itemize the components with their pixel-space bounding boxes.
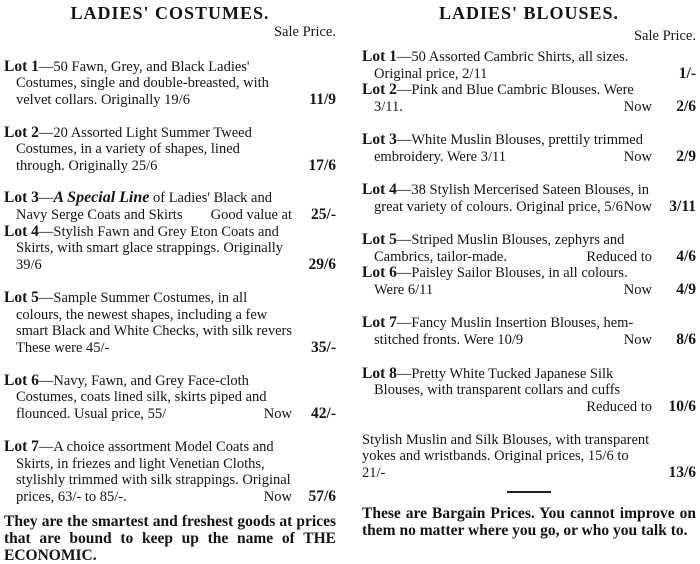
lot-price: 25/- [311,205,336,223]
lot-description: Pretty White Tucked Japanese Silk Blouses, with transparent collars and cuffs [374,365,621,398]
costume-lot-1: Lot 1—50 Fawn, Grey, and Black Ladies' Costumes, single and double-breasted, with velvet collars. Originally 19/6 11/9 [4,57,336,108]
lot-number: Lot 2 [362,81,397,98]
lot-price: 29/6 [308,255,336,273]
costume-lot-2: Lot 2—20 Assorted Light Summer Tweed Costumes, in a variety of shapes, lined through. Originally 25/6 17/6 [4,123,336,174]
blouse-lot-2: Lot 2—Pink and Blue Cambric Blouses. Were 3/11. Now 2/6 [362,81,696,115]
blouse-lot-5: Lot 5—Striped Muslin Blouses, zephyrs and Cambrics, tailor-made. Reduced to 4/6 [362,231,696,265]
lot-description: Striped Muslin Blouses, zephyrs and Cambrics, tailor-made. [374,232,625,265]
lot-description: A choice assortment Model Coats and Skirts, in friezes and light Venetian Cloths, stylishly trimmed with silk strappings. Original prices, 63/- to 85/-. [16,439,291,505]
lot-number: Lot 3 [4,189,39,206]
lot-number: Lot 6 [4,371,39,389]
blouse-lot-6: Lot 6—Paisley Sailor Blouses, in all colours. Were 6/11 Now 4/9 [362,264,696,298]
blouse-lot-4: Lot 4—38 Stylish Mercerised Sateen Blouses, in great variety of colours. Original price, 5/6 Now 3/11 [362,181,696,215]
lot-description: White Muslin Blouses, prettily trimmed embroidery. Were 3/11 [374,132,643,165]
costumes-lot-list [4,42,336,505]
lot-price: 4/9 [676,280,696,298]
lot-number: Lot 4 [4,222,39,240]
lot-description: 50 Fawn, Grey, and Black Ladies' Costumes, single and double-breasted, with velvet collars. Originally 19/6 [16,58,269,108]
lot-number: Lot 2 [4,123,39,141]
blouses-lot-list [362,48,696,481]
costumes-sale-price-label: Sale Price. [273,24,336,40]
lot-description: Sample Summer Costumes, in all colours, the newest shapes, including a few smart Black and White Checks, with silk revers These were 45/- [16,290,292,356]
lot-number: Lot 8 [362,364,397,382]
lot-number: Lot 4 [362,181,397,198]
lot-price: 57/6 [308,487,336,505]
costumes-closing-note: They are the smartest and freshest goods at prices that are bound to keep up the name of THE ECONOMIC. [4,513,336,564]
lot-number: Lot 3 [362,131,397,148]
blouse-lot-extra [362,415,696,481]
lot-number: Lot 1 [362,48,397,65]
lot-description: Navy, Fawn, and Grey Face-cloth Costumes, coats lined silk, skirts piped and flounced. Usual price, 55/ [16,372,267,422]
lot-price: 42/- [311,404,336,422]
lot-trailing-note: Now [623,98,652,115]
lot-trailing-note: Now [263,488,292,505]
lot-number: Lot 1 [4,57,39,75]
lot-trailing-note: Reduced to [586,248,652,265]
lot-description: Fancy Muslin Insertion Blouses, hem-stitched fronts. Were 10/9 [374,315,634,348]
blouses-sale-price-label: Sale Price. [633,28,696,44]
lot-description: 50 Assorted Cambric Shirts, all sizes. Original price, 2/11 [374,49,629,82]
lot-trailing-note: Good value at [210,206,292,223]
costume-lot-6: Lot 6—Navy, Fawn, and Grey Face-cloth Costumes, coats lined silk, skirts piped and flounced. Usual price, 55/ Now 42/- [4,371,336,422]
blouses-column [362,0,696,539]
lot-price: 8/6 [676,330,696,348]
lot-number: Lot 7 [4,438,39,455]
costume-lot-4: Lot 4—Stylish Fawn and Grey Eton Coats and Skirts, with smart glace strappings. Originally 39/6 29/6 [4,222,336,273]
lot-number: Lot 5 [362,231,397,248]
costume-lot-7: Lot 7—A choice assortment Model Coats and Skirts, in friezes and light Venetian Cloths, stylishly trimmed with silk strappings. Original prices, 63/- to 85/-. Now 57/6 [4,438,336,505]
lot-price: 3/11 [669,197,696,215]
lot-price: 10/6 [668,397,696,415]
lot-price: 35/- [311,338,336,356]
lot-trailing-note: Now [623,281,652,298]
lot-description: Paisley Sailor Blouses, in all colours. Were 6/11 [374,265,628,298]
lot-trailing-note: Reduced to [586,398,652,415]
lot-price: 17/6 [308,156,336,174]
lot-number: Lot 6 [362,264,397,281]
blouse-lot-8: Lot 8—Pretty White Tucked Japanese Silk Blouses, with transparent collars and cuffs Reduced to 10/6 [362,364,696,415]
special-line-label: A Special Line [53,189,150,206]
lot-price: 13/6 [668,463,696,481]
blouse-lot-1: Lot 1—50 Assorted Cambric Shirts, all sizes. Original price, 2/11 1/- [362,48,696,82]
costume-lot-3: Lot 3—A Special Line of Ladies' Black and Navy Serge Coats and Skirts Good value at 25/- [4,189,336,223]
blouse-lot-3: Lot 3—White Muslin Blouses, prettily trimmed embroidery. Were 3/11 Now 2/9 [362,131,696,165]
lot-trailing-note: Now [623,148,652,165]
lot-trailing-note: Now [623,198,652,215]
blouse-lot-7: Lot 7—Fancy Muslin Insertion Blouses, hem-stitched fronts. Were 10/9 Now 8/6 [362,314,696,348]
lot-description: Stylish Fawn and Grey Eton Coats and Skirts, with smart glace strappings. Originally 39/6 [16,223,284,273]
blouses-closing-note: These are Bargain Prices. You cannot improve on them no matter where you go, or who you talk to. [362,505,696,539]
lot-trailing-note: Now [263,405,292,422]
lot-description: 38 Stylish Mercerised Sateen Blouses, in great variety of colours. Original price, 5/6 [374,182,649,215]
lot-description: of Ladies' Black and Navy Serge Coats and Skirts [16,190,272,223]
lot-price: 1/- [678,64,696,82]
lot-number: Lot 5 [4,289,39,306]
lot-price: 2/9 [676,147,696,165]
lot-price: 4/6 [676,247,696,265]
lot-price: 2/6 [676,97,696,115]
lot-description: Stylish Muslin and Silk Blouses, with transparent yokes and wristbands. Original prices, 15/6 to 21/- [362,431,650,481]
lot-description: 20 Assorted Light Summer Tweed Costumes, in a variety of shapes, lined through. Originally 25/6 [16,124,252,174]
lot-number: Lot 7 [362,314,397,331]
lot-description: Pink and Blue Cambric Blouses. Were 3/11. [374,82,634,115]
lot-trailing-note: Now [623,331,652,348]
costumes-column [4,0,336,564]
costumes-title: LADIES' COSTUMES. [70,3,270,23]
blouses-title: LADIES' BLOUSES. [438,3,620,23]
lot-price: 11/9 [309,90,336,108]
costume-lot-5: Lot 5—Sample Summer Costumes, in all colours, the newest shapes, including a few smart Black and White Checks, with silk revers These were 45/- 35/- [4,289,336,356]
